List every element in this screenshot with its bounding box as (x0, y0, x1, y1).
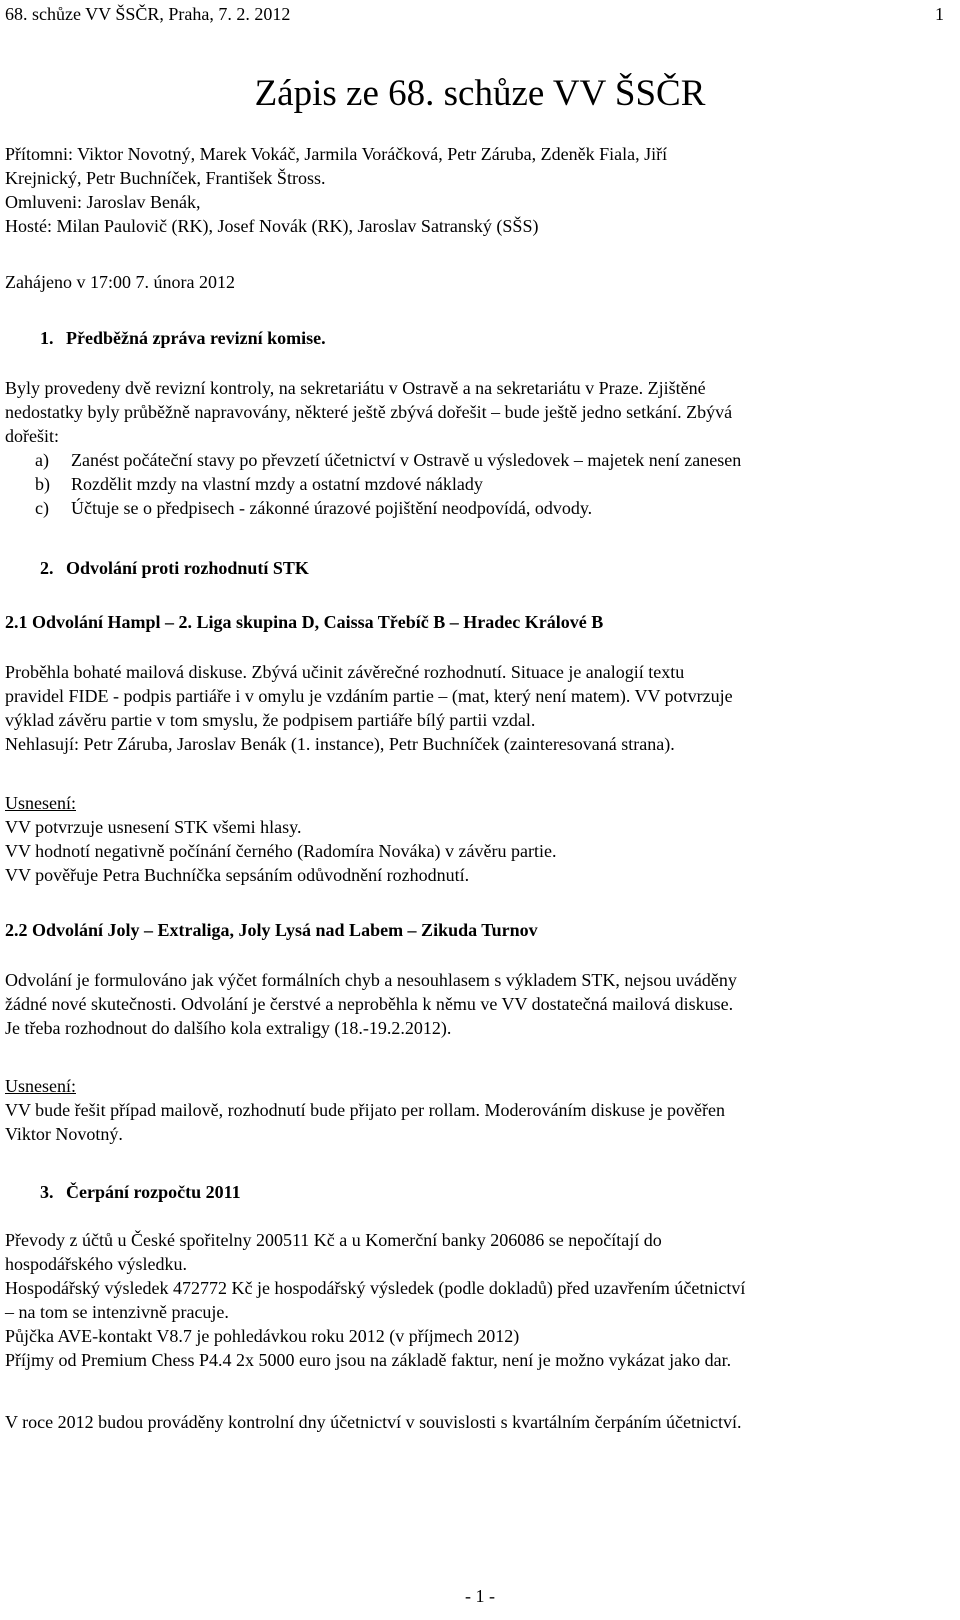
attendance-line: Krejnický, Petr Buchníček, František Štross. (5, 168, 326, 188)
list-item-label: a) (35, 450, 49, 470)
attendance-line: Omluveni: Jaroslav Benák, (5, 192, 201, 212)
list-item-label: c) (35, 498, 49, 518)
document-title: Zápis ze 68. schůze VV ŠSČR (254, 73, 706, 114)
attendance-block (5, 142, 940, 238)
section-2-title: Odvolání proti rozhodnutí STK (66, 558, 309, 578)
section-3-number: 3. (40, 1182, 54, 1202)
section-2-2-resolution (5, 1074, 940, 1146)
section-1-body (5, 376, 940, 520)
list-item (5, 496, 940, 520)
paragraph-line: Nehlasují: Petr Záruba, Jaroslav Benák (1. instance), Petr Buchníček (zainteresovaná strana). (5, 734, 675, 754)
list-item (5, 448, 940, 472)
section-3-heading (40, 1180, 960, 1204)
section-1-number: 1. (40, 328, 54, 348)
paragraph-line: Proběhla bohaté mailová diskuse. Zbývá učinit závěrečné rozhodnutí. Situace je analogií textu (5, 662, 685, 682)
resolution-line: VV bude řešit případ mailově, rozhodnutí bude přijato per rollam. Moderováním diskuse je pověřen (5, 1100, 725, 1120)
resolution-label: Usnesení: (5, 1076, 76, 1096)
start-time: Zahájeno v 17:00 7. února 2012 (5, 272, 235, 292)
section-1-title: Předběžná zpráva revizní komise. (66, 328, 326, 348)
page-header (5, 2, 944, 26)
section-2-heading (40, 556, 960, 580)
section-2-number: 2. (40, 558, 54, 578)
resolution-label: Usnesení: (5, 793, 76, 813)
header-page-number: 1 (935, 4, 944, 24)
section-2-1-resolution (5, 791, 940, 887)
resolution-line: VV hodnotí negativně počínání černého (Radomíra Nováka) v závěru partie. (5, 841, 557, 861)
section-1-heading (40, 326, 960, 350)
paragraph-line: žádné nové skutečnosti. Odvolání je čerstvé a neproběhla k němu ve VV dostatečná mailová diskuse. (5, 994, 734, 1014)
paragraph-line: Hospodářský výsledek 472772 Kč je hospodářský výsledek (podle dokladů) před uzavřením účetnictví (5, 1278, 746, 1298)
resolution-line: VV potvrzuje usnesení STK všemi hlasy. (5, 817, 302, 837)
section-3-body (5, 1228, 940, 1372)
paragraph-line: Půjčka AVE-kontakt V8.7 je pohledávkou roku 2012 (v příjmech 2012) (5, 1326, 520, 1346)
list-item-text: Účtuje se o předpisech - zákonné úrazové pojištění neodpovídá, odvody. (71, 498, 593, 518)
attendance-line: Přítomni: Viktor Novotný, Marek Vokáč, Jarmila Voráčková, Petr Záruba, Zdeněk Fiala, Jiří (5, 144, 668, 164)
paragraph-line: Odvolání je formulováno jak výčet formálních chyb a nesouhlasem s výkladem STK, nejsou uváděny (5, 970, 737, 990)
paragraph-line: Je třeba rozhodnout do dalšího kola extraligy (18.-19.2.2012). (5, 1018, 452, 1038)
page-footer-number: - 1 - (465, 1586, 495, 1606)
header-meeting-info: 68. schůze VV ŠSČR, Praha, 7. 2. 2012 (5, 4, 291, 24)
paragraph-line: nedostatky byly průběžně napravovány, některé ještě zbývá dořešit – bude ještě jedno setkání. Zbývá (5, 402, 733, 422)
section-2-2-body (5, 968, 940, 1040)
list-item-text: Zanést počáteční stavy po převzetí účetnictví v Ostravě u výsledovek – majetek není zanesen (71, 450, 742, 470)
closing-paragraph: V roce 2012 budou prováděny kontrolní dny účetnictví v souvislosti s kvartálním čerpáním účetnictví. (5, 1412, 742, 1432)
attendance-line: Hosté: Milan Paulovič (RK), Josef Novák (RK), Jaroslav Satranský (SŠS) (5, 216, 539, 236)
paragraph-line: výklad závěru partie v tom smyslu, že podpisem partiáře bílý partii vzdal. (5, 710, 536, 730)
paragraph-line: Byly provedeny dvě revizní kontroly, na sekretariátu v Ostravě a na sekretariátu v Praze. Zjištěné (5, 378, 706, 398)
paragraph-line: – na tom se intenzivně pracuje. (5, 1302, 229, 1322)
paragraph-line: Převody z účtů u České spořitelny 200511 Kč a u Komerční banky 206086 se nepočítají do (5, 1230, 662, 1250)
list-item (5, 472, 940, 496)
list-item-label: b) (35, 474, 50, 494)
list-item-text: Rozdělit mzdy na vlastní mzdy a ostatní mzdové náklady (71, 474, 483, 494)
paragraph-line: pravidel FIDE - podpis partiáře i v omylu je vzdáním partie – (mat, který není matem). VV potvrzuje (5, 686, 733, 706)
resolution-line: Viktor Novotný. (5, 1124, 123, 1144)
section-2-1-body (5, 660, 940, 756)
paragraph-line: Příjmy od Premium Chess P4.4 2x 5000 euro jsou na základě faktur, není je možno vykázat jako dar. (5, 1350, 732, 1370)
paragraph-line: dořešit: (5, 426, 59, 446)
section-3-title: Čerpání rozpočtu 2011 (66, 1182, 241, 1202)
paragraph-line: hospodářského výsledku. (5, 1254, 187, 1274)
section-2-1-heading: 2.1 Odvolání Hampl – 2. Liga skupina D, Caissa Třebíč B – Hradec Králové B (5, 612, 604, 632)
resolution-line: VV pověřuje Petra Buchníčka sepsáním odůvodnění rozhodnutí. (5, 865, 470, 885)
section-2-2-heading: 2.2 Odvolání Joly – Extraliga, Joly Lysá nad Labem – Zikuda Turnov (5, 920, 538, 940)
